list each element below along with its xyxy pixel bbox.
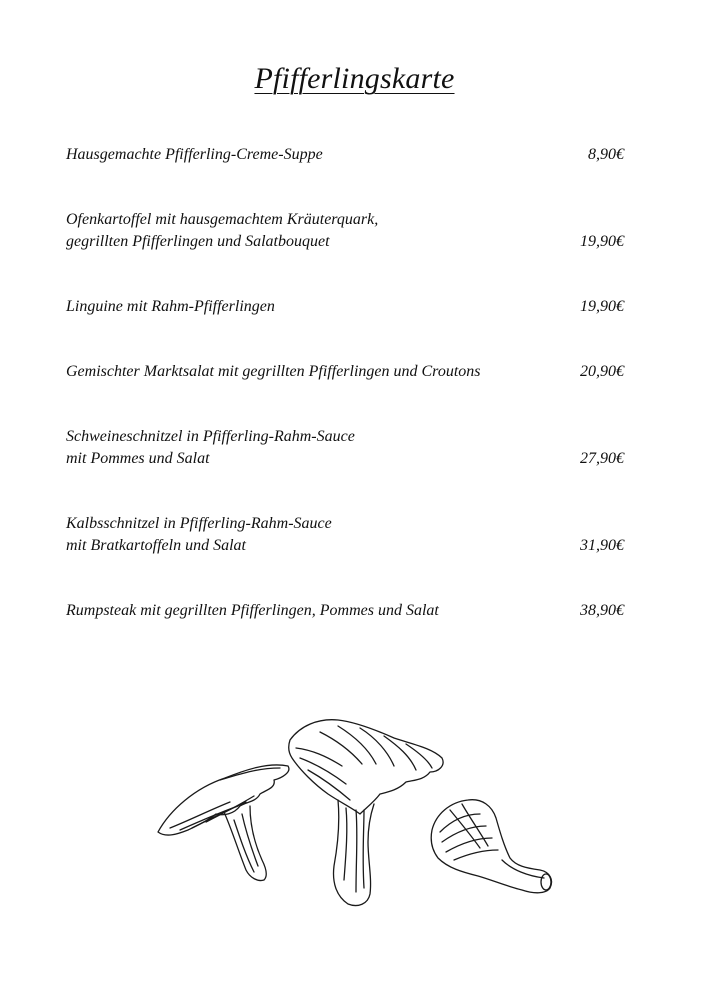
menu-item <box>66 361 624 383</box>
menu-item-price: 38,90€ <box>580 602 624 619</box>
menu-item <box>66 600 624 622</box>
menu-item-line: Rumpsteak mit gegrillten Pfifferlingen, Pommes und Salat <box>66 602 439 619</box>
menu-item-description <box>66 513 580 557</box>
menu-item <box>66 426 624 470</box>
menu-item-line: Schweineschnitzel in Pfifferling-Rahm-Sauce <box>66 428 355 445</box>
page-title: Pfifferlingskarte <box>254 62 455 95</box>
menu-item-price: 19,90€ <box>580 298 624 315</box>
menu-item-line: Hausgemachte Pfifferling-Creme-Suppe <box>66 146 323 163</box>
menu-item-line: mit Bratkartoffeln und Salat <box>66 537 246 554</box>
menu-item <box>66 513 624 557</box>
menu-item <box>66 209 624 253</box>
menu-item-price: 27,90€ <box>580 450 624 467</box>
menu-item-line: gegrillten Pfifferlingen und Salatbouquet <box>66 233 330 250</box>
menu-item-description <box>66 426 580 470</box>
menu-item-price: 19,90€ <box>580 233 624 250</box>
menu-item-description <box>66 209 580 253</box>
menu-item-description <box>66 296 580 318</box>
left-mushroom-icon <box>158 765 289 881</box>
right-mushroom-icon <box>431 800 551 893</box>
menu-item-description <box>66 144 588 166</box>
menu-item-line: Ofenkartoffel mit hausgemachtem Kräuterquark, <box>66 211 379 228</box>
menu-item-line: Linguine mit Rahm-Pfifferlingen <box>66 298 275 315</box>
menu-list <box>66 144 624 622</box>
menu-item-description <box>66 600 580 622</box>
menu-item <box>66 296 624 318</box>
chanterelle-mushrooms-icon <box>150 710 560 915</box>
center-mushroom-icon <box>289 720 443 906</box>
menu-item-description <box>66 361 580 383</box>
menu-item-line: Kalbsschnitzel in Pfifferling-Rahm-Sauce <box>66 515 332 532</box>
menu-item-line: Gemischter Marktsalat mit gegrillten Pfifferlingen und Croutons <box>66 363 481 380</box>
menu-item-price: 31,90€ <box>580 537 624 554</box>
menu-item-line: mit Pommes und Salat <box>66 450 210 467</box>
menu-item-price: 20,90€ <box>580 363 624 380</box>
menu-item-price: 8,90€ <box>588 146 624 163</box>
menu-item <box>66 144 624 166</box>
